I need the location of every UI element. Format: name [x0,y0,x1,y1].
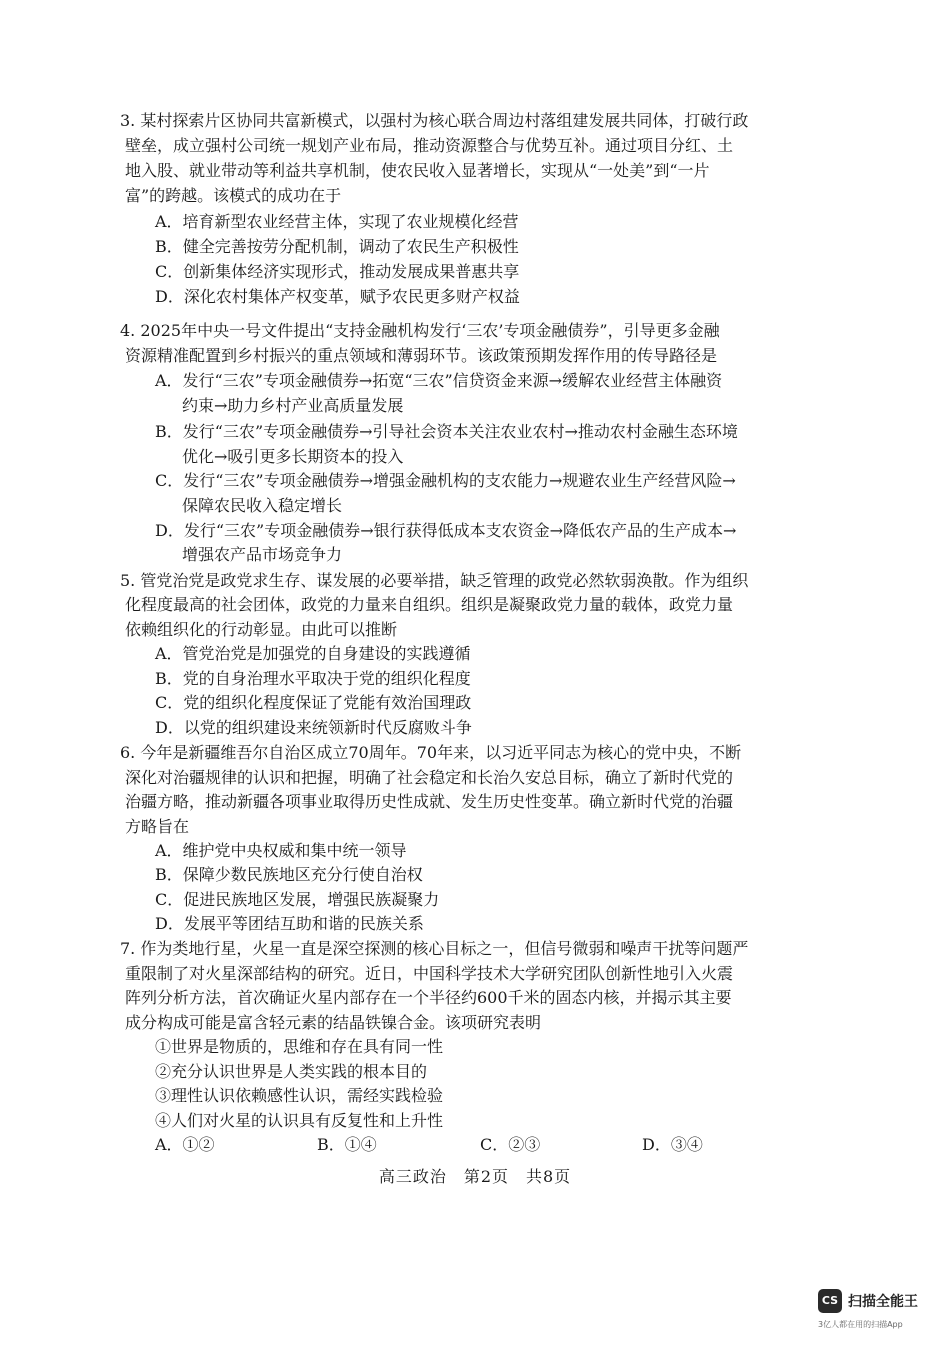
question-3-stem-line: 富”的跨越。该模式的成功在于 [125,186,342,205]
question-5-option-a: A．管党治党是加强党的自身建设的实践遵循 [155,644,471,663]
question-6-option-c: C．促进民族地区发展，增强民族凝聚力 [155,890,440,909]
question-3-stem-line: 地入股、就业带动等利益共享机制，使农民收入显著增长，实现从“一处美”到“一片 [125,161,710,180]
question-3-option-a: A．培育新型农业经营主体，实现了农业规模化经营 [155,212,519,231]
question-4-option-d-cont: 增强农产品市场竞争力 [182,545,343,564]
question-6-stem-line: 治疆方略，推动新疆各项事业取得历史性成就、发生历史性变革。确立新时代党的治疆 [125,792,734,811]
question-5-stem-line: 化程度最高的社会团体，政党的力量来自组织。组织是凝聚政党力量的载体，政党力量 [125,595,734,614]
question-4-option-b: B．发行“三农”专项金融债券→引导社会资本关注农业农村→推动农村金融生态环境 [155,422,738,441]
question-7-statement-4: ④人们对火星的认识具有反复性和上升性 [155,1111,444,1130]
question-7-statement-2: ②充分认识世界是人类实践的根本目的 [155,1062,428,1081]
question-6-stem-line: 深化对治疆规律的认识和把握，明确了社会稳定和长治久安总目标，确立了新时代党的 [125,768,734,787]
question-4-stem-line: 资源精准配置到乡村振兴的重点领域和薄弱环节。该政策预期发挥作用的传导路径是 [125,346,718,365]
question-7-statement-3: ③理性认识依赖感性认识，需经实践检验 [155,1086,444,1105]
question-7-stem-line: 阵列分析方法，首次确证火星内部存在一个半径约600千米的固态内核，并揭示其主要 [125,988,732,1007]
question-4-stem-line: 4. 2025年中央一号文件提出“支持金融机构发行‘三农’专项金融债券”，引导更多金融 [120,321,720,340]
question-4-option-c: C．发行“三农”专项金融债券→增强金融机构的支农能力→规避农业生产经营风险→ [155,471,736,490]
scanner-tagline: 3亿人都在用的扫描App [818,1320,903,1329]
question-4-option-a: A．发行“三农”专项金融债券→拓宽“三农”信贷资金来源→缓解农业经营主体融资 [155,371,723,390]
question-6-option-b: B．保障少数民族地区充分行使自治权 [155,865,423,884]
scanner-watermark [818,1289,938,1333]
question-5-option-b: B．党的自身治理水平取决于党的组织化程度 [155,669,471,688]
question-6-option-a: A．维护党中央权威和集中统一领导 [155,841,407,860]
question-6-stem-line: 方略旨在 [125,817,190,836]
question-6-option-d: D．发展平等团结互助和谐的民族关系 [155,914,424,933]
question-4-option-b-cont: 优化→吸引更多长期资本的投入 [182,447,404,466]
question-7-statement-1: ①世界是物质的，思维和存在具有同一性 [155,1037,444,1056]
question-3-option-c: C．创新集体经济实现形式，推动发展成果普惠共享 [155,262,520,281]
question-7-stem-line: 重限制了对火星深部结构的研究。近日，中国科学技术大学研究团队创新性地引入火震 [125,964,734,983]
question-7-answer-d: D．③④ [642,1135,703,1154]
question-4-option-c-cont: 保障农民收入稳定增长 [182,496,343,515]
scanner-logo-icon: CS [818,1289,842,1313]
question-6-stem-line: 6. 今年是新疆维吾尔自治区成立70周年。70年来，以习近平同志为核心的党中央，不断 [120,743,742,762]
question-7-stem-line: 7. 作为类地行星，火星一直是深空探测的核心目标之一，但信号微弱和噪声干扰等问题严 [120,939,749,958]
question-3-option-b: B．健全完善按劳分配机制，调动了农民生产积极性 [155,237,519,256]
question-5-stem-line: 依赖组织化的行动彰显。由此可以推断 [125,620,398,639]
question-7-answer-b: B．①④ [317,1135,377,1154]
question-4-option-d: D．发行“三农”专项金融债券→银行获得低成本支农资金→降低农产品的生产成本→ [155,521,737,540]
question-3-stem-line: 3. 某村探索片区协同共富新模式，以强村为核心联合周边村落组建发展共同体，打破行政 [120,111,749,130]
question-5-stem-line: 5. 管党治党是政党求生存、谋发展的必要举措，缺乏管理的政党必然软弱涣散。作为组织 [120,571,749,590]
question-5-option-d: D．以党的组织建设来统领新时代反腐败斗争 [155,718,472,737]
question-4-option-a-cont: 约束→助力乡村产业高质量发展 [182,396,404,415]
question-7-answer-a: A．①② [155,1135,215,1154]
question-3-option-d: D．深化农村集体产权变革，赋予农民更多财产权益 [155,287,520,306]
scanner-app-name: 扫描全能王 [848,1294,918,1310]
question-7-answer-c: C．②③ [480,1135,541,1154]
question-5-option-c: C．党的组织化程度保证了党能有效治国理政 [155,693,472,712]
page-footer: 高三政治 第2页 共8页 [378,1167,572,1186]
question-3-stem-line: 壁垒，成立强村公司统一规划产业布局，推动资源整合与优势互补。通过项目分红、土 [125,136,734,155]
question-7-stem-line: 成分构成可能是富含轻元素的结晶铁镍合金。该项研究表明 [125,1013,542,1032]
